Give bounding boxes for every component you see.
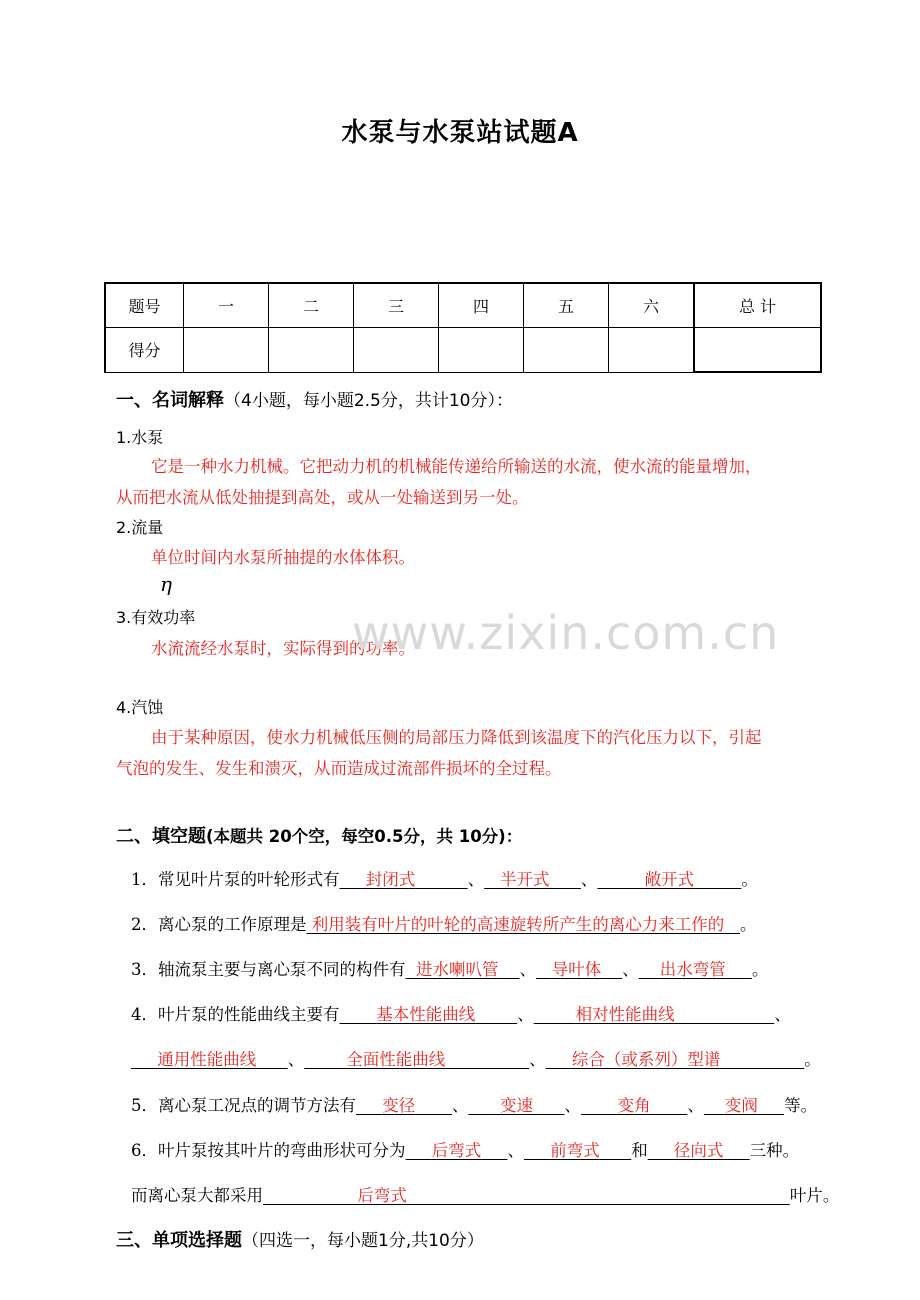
score-cell <box>694 328 821 373</box>
eta-symbol: η <box>160 572 172 596</box>
fill-question-5: 5．离心泵工况点的调节方法有 变径 、 变速 、 变角 、 变阀 等。 <box>131 1096 818 1115</box>
section2-heading: 二、填空题(本题共 20个空，每空0.5分，共 10分)： <box>116 826 523 847</box>
fill-question-1: 1．常见叶片泵的叶轮形式有 封闭式 、 半开式 、 敞开式 。 <box>131 870 758 889</box>
term-label: 1.水泵 <box>116 428 164 447</box>
score-cell <box>184 328 269 373</box>
table-header-cell: 总 计 <box>694 283 821 328</box>
fill-question-6: 6．叶片泵按其叶片的弯曲形状可分为 后弯式 、 前弯式 和 径向式 三种。 <box>131 1141 800 1160</box>
page-title: 水泵与水泵站试题A <box>341 118 579 148</box>
score-cell <box>524 328 609 373</box>
fill-question-3: 3．轴流泵主要与离心泵不同的构件有 进水喇叭管 、 导叶体 、 出水弯管 。 <box>131 960 769 979</box>
table-header-cell: 三 <box>354 283 439 328</box>
score-table <box>104 282 822 373</box>
term-label: 4.汽蚀 <box>116 698 164 717</box>
table-header-cell: 四 <box>439 283 524 328</box>
term-label: 2.流量 <box>116 518 164 537</box>
term-label: 3.有效功率 <box>116 608 196 627</box>
section1-heading: 一、名词解释（4小题，每小题2.5分，共计10分）： <box>116 390 513 411</box>
fill-question-4: 4．叶片泵的性能曲线主要有 基本性能曲线 、 相对性能曲线 、 <box>131 1005 791 1024</box>
table-header-cell: 一 <box>184 283 269 328</box>
score-cell <box>269 328 354 373</box>
table-header-cell: 六 <box>609 283 695 328</box>
table-header-cell: 题号 <box>105 283 184 328</box>
fill-question-2: 2．离心泵的工作原理是 利用装有叶片的叶轮的高速旋转所产生的离心力来工作的 。 <box>131 915 757 934</box>
watermark: www.zixin.com.cn <box>352 606 780 660</box>
answer-text: 从而把水流从低处抽提到高处，或从一处输送到另一处。 <box>116 488 529 507</box>
score-cell <box>439 328 524 373</box>
answer-text: 气泡的发生、发生和溃灭，从而造成过流部件损坏的全过程。 <box>116 759 562 778</box>
answer-text: 单位时间内水泵所抽提的水体体积。 <box>151 548 415 567</box>
table-row-label: 得分 <box>105 328 184 373</box>
answer-text: 由于某种原因，使水力机械低压侧的局部压力降低到该温度下的汽化压力以下，引起 <box>151 728 762 747</box>
score-cell <box>354 328 439 373</box>
fill-question-6-cont: 而离心泵大都采用 后弯式 叶片。 <box>131 1186 840 1205</box>
fill-question-4-cont: 通用性能曲线 、 全面性能曲线 、 综合（或系列）型谱 。 <box>157 1050 821 1069</box>
answer-text: 水流流经水泵时，实际得到的功率。 <box>151 639 415 658</box>
table-header-cell: 五 <box>524 283 609 328</box>
score-cell <box>609 328 695 373</box>
section3-heading: 三、单项选择题（四选一，每小题1分,共10分） <box>116 1230 484 1251</box>
table-header-cell: 二 <box>269 283 354 328</box>
answer-text: 它是一种水力机械。它把动力机的机械能传递给所输送的水流，使水流的能量增加， <box>151 457 762 476</box>
